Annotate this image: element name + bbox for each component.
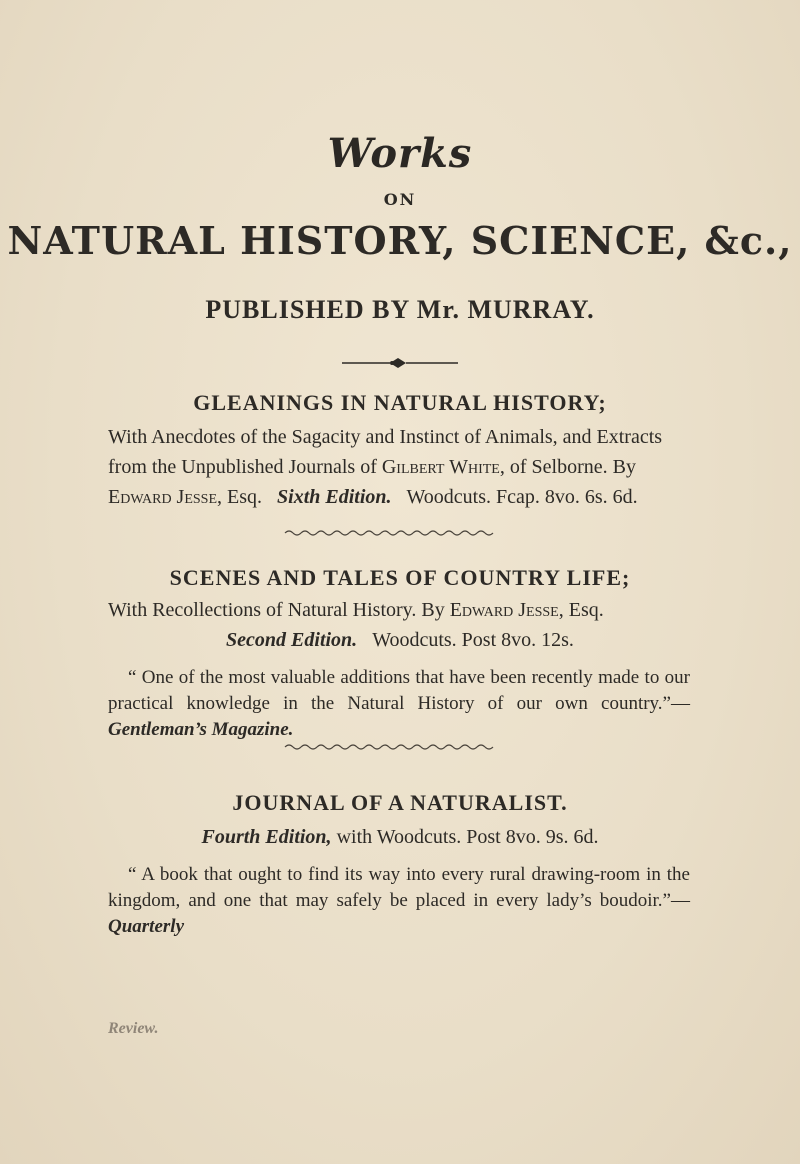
main-heading: NATURAL HISTORY, SCIENCE, &c.,: [7, 218, 793, 263]
quote-text: “ One of the most valuable additions that have been recently made to our practical knowledge in the Natural History of our own country.”—: [108, 667, 690, 714]
description-line: [108, 482, 690, 512]
description-line: With Anecdotes of the Sagacity and Instinct of Animals, and Extracts: [108, 426, 663, 448]
entry-journal-naturalist: [0, 790, 800, 940]
quote-text: “ A book that ought to find its way into every rural drawing-room in the kingdom, and one that may safely be placed in every lady’s boudoir.”—: [108, 864, 690, 911]
edition-label: Fourth Edition,: [201, 826, 332, 848]
quote-source: Quarterly: [108, 916, 184, 937]
entry-title: GLEANINGS IN NATURAL HISTORY;: [193, 390, 607, 415]
description-line: [108, 452, 690, 482]
text-fragment: With Recollections of Natural History. By: [108, 599, 445, 621]
review-quote: [0, 862, 800, 940]
format-price: with Woodcuts. Post 8vo. 9s. 6d.: [336, 826, 599, 848]
edition-label: Second Edition.: [226, 629, 358, 651]
author-name: Gilbert White: [381, 456, 500, 478]
entry-scenes-tales: [0, 565, 800, 743]
quote-source: Gentleman’s Magazine.: [108, 719, 294, 740]
on-label: ON: [383, 190, 417, 209]
entry-title: SCENES AND TALES OF COUNTRY LIFE;: [169, 565, 631, 590]
entry-title: JOURNAL OF A NATURALIST.: [232, 790, 568, 815]
text-fragment: , of Selborne. By: [499, 456, 636, 478]
edition-label: Sixth Edition.: [277, 486, 392, 508]
description-line: [108, 595, 690, 625]
edition-line: [0, 822, 800, 852]
review-quote: [0, 665, 800, 743]
wavy-divider: [0, 528, 800, 538]
author-name: Edward Jesse: [108, 486, 218, 508]
works-title: Works: [327, 130, 473, 177]
text-fragment: , Esq.: [217, 486, 263, 508]
entry-description: [0, 595, 800, 625]
publisher-line: PUBLISHED BY Mr. MURRAY.: [205, 295, 595, 324]
author-name: Edward Jesse: [449, 599, 559, 621]
wavy-divider: [0, 742, 800, 752]
text-fragment: , Esq.: [558, 599, 604, 621]
faded-text: Review.: [108, 1020, 159, 1037]
format-price: Woodcuts. Post 8vo. 12s.: [372, 629, 574, 651]
edition-line: [0, 625, 800, 655]
entry-description: [0, 422, 800, 512]
ornament-divider: [340, 356, 460, 370]
entry-gleanings: [0, 390, 800, 512]
format-price: Woodcuts. Fcap. 8vo. 6s. 6d.: [406, 486, 638, 508]
text-fragment: from the Unpublished Journals of: [108, 456, 377, 478]
